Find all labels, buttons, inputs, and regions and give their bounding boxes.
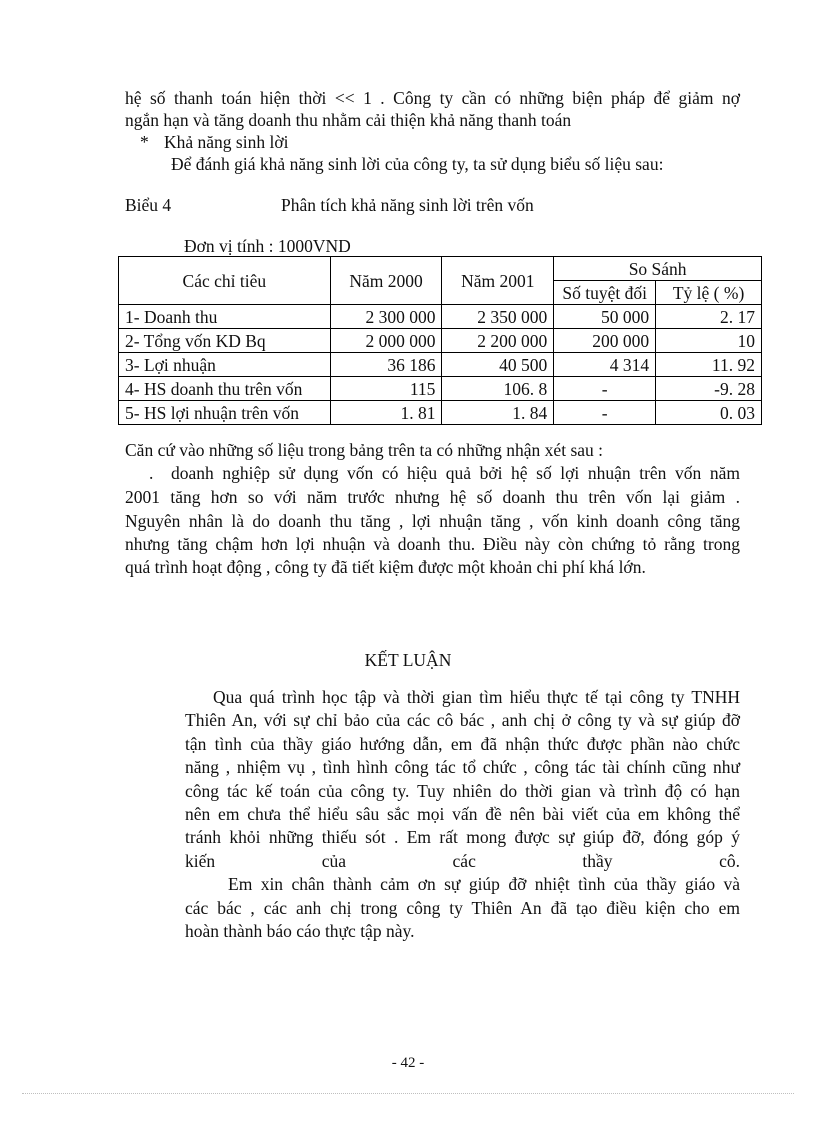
header-compare: So Sánh xyxy=(554,257,762,281)
footer-divider xyxy=(22,1093,794,1094)
comments-line-6: quá trình hoạt động , công ty đã tiết kiệm được một khoản chi phí khá lớn. xyxy=(125,557,646,577)
intro-line-1: hệ số thanh toán hiện thời << 1 . Công ty cần có những biện pháp để giảm nợ xyxy=(125,88,740,108)
row-label: 1- Doanh thu xyxy=(119,305,331,329)
value-ratio: -9. 28 xyxy=(656,377,762,401)
value-2001: 2 200 000 xyxy=(442,329,554,353)
value-absolute: 50 000 xyxy=(554,305,656,329)
conclusion-p1-line: Qua quá trình học tập và thời gian tìm hiểu thực tế tại công ty TNHH xyxy=(213,687,740,707)
comments-line-2: doanh nghiệp sử dụng vốn có hiệu quả bởi hệ số lợi nhuận trên vốn năm xyxy=(171,463,740,483)
value-2000: 1. 81 xyxy=(330,401,442,425)
conclusion-p2-line: hoàn thành báo cáo thực tập này. xyxy=(185,921,415,941)
value-ratio: 10 xyxy=(656,329,762,353)
comments-line-3: 2001 tăng hơn so với năm trước nhưng hệ số doanh thu trên vốn lại giảm . xyxy=(125,487,740,507)
row-label: 3- Lợi nhuận xyxy=(119,353,331,377)
header-ratio: Tỷ lệ ( %) xyxy=(656,281,762,305)
conclusion-heading: KẾT LUẬN xyxy=(364,650,452,670)
comments-line-4: Nguyên nhân là do doanh thu tăng , lợi nhuận tăng , vốn kinh doanh công tăng xyxy=(125,511,740,531)
conclusion-p2-line: các bác , các anh chị trong công ty Thiên An đã tạo điều kiện cho em xyxy=(185,898,740,918)
bullet-marker: * xyxy=(140,132,149,152)
row-label: 4- HS doanh thu trên vốn xyxy=(119,377,331,401)
header-absolute: Số tuyệt đối xyxy=(554,281,656,305)
comments-dot: . xyxy=(149,463,154,483)
value-2000: 2 000 000 xyxy=(330,329,442,353)
page-number: - 42 - xyxy=(391,1055,425,1071)
value-absolute: 200 000 xyxy=(554,329,656,353)
table-row xyxy=(119,377,762,401)
header-year-2001: Năm 2001 xyxy=(442,257,554,305)
value-2001: 106. 8 xyxy=(442,377,554,401)
table-row xyxy=(119,305,762,329)
conclusion-p1-line: công tác kế toán của công ty. Tuy nhiên do thời gian và trình độ có hạn xyxy=(185,781,740,801)
comments-line-5: nhưng tăng chậm hơn lợi nhuận và doanh thu. Điều này còn chứng tỏ rằng trong xyxy=(125,534,740,554)
conclusion-p2-line: Em xin chân thành cảm ơn sự giúp đỡ nhiệt tình của thầy giáo và xyxy=(228,874,740,894)
header-year-2000: Năm 2000 xyxy=(330,257,442,305)
row-label: 2- Tổng vốn KD Bq xyxy=(119,329,331,353)
value-2000: 115 xyxy=(330,377,442,401)
intro-line-4: Để đánh giá khả năng sinh lời của công ty, ta sử dụng biểu số liệu sau: xyxy=(171,154,664,174)
value-2001: 40 500 xyxy=(442,353,554,377)
value-2000: 2 300 000 xyxy=(330,305,442,329)
comments-intro: Căn cứ vào những số liệu trong bảng trên ta có những nhận xét sau : xyxy=(125,440,604,460)
conclusion-p1-line: Thiên An, với sự chỉ bảo của các cô bác , anh chị ở công ty và sự giúp đỡ xyxy=(185,710,740,730)
intro-line-2: ngắn hạn và tăng doanh thu nhằm cải thiện khả năng thanh toán xyxy=(125,110,572,130)
value-2001: 1. 84 xyxy=(442,401,554,425)
value-ratio: 2. 17 xyxy=(656,305,762,329)
table-label: Biểu 4 xyxy=(125,195,172,215)
value-absolute: - xyxy=(554,377,656,401)
value-2000: 36 186 xyxy=(330,353,442,377)
profitability-table xyxy=(118,256,762,425)
value-ratio: 0. 03 xyxy=(656,401,762,425)
table-row xyxy=(119,353,762,377)
row-label: 5- HS lợi nhuận trên vốn xyxy=(119,401,331,425)
table-unit: Đơn vị tính : 1000VND xyxy=(184,236,351,256)
conclusion-p1-line: kiến của các thầy cô. xyxy=(185,851,740,871)
value-absolute: - xyxy=(554,401,656,425)
conclusion-p1-line: nên em chưa thể hiểu sâu sắc mọi vấn đề nên bài viết của em không thể xyxy=(185,804,740,824)
conclusion-p1-line: tận tình của thầy giáo hướng dẫn, em đã nhận thức được phần nào chức xyxy=(185,734,740,754)
conclusion-p1-line: năng , nhiệm vụ , tình hình công tác tổ chức , công tác tài chính cũng như xyxy=(185,757,740,777)
table-row xyxy=(119,401,762,425)
table-row xyxy=(119,329,762,353)
header-criteria: Các chỉ tiêu xyxy=(119,257,331,305)
table-title: Phân tích khả năng sinh lời trên vốn xyxy=(281,195,534,215)
bullet-heading: Khả năng sinh lời xyxy=(164,132,289,152)
conclusion-p1-line: tránh khỏi những thiếu sót . Em rất mong được sự giúp đỡ, đóng góp ý xyxy=(185,827,740,847)
value-absolute: 4 314 xyxy=(554,353,656,377)
value-ratio: 11. 92 xyxy=(656,353,762,377)
value-2001: 2 350 000 xyxy=(442,305,554,329)
